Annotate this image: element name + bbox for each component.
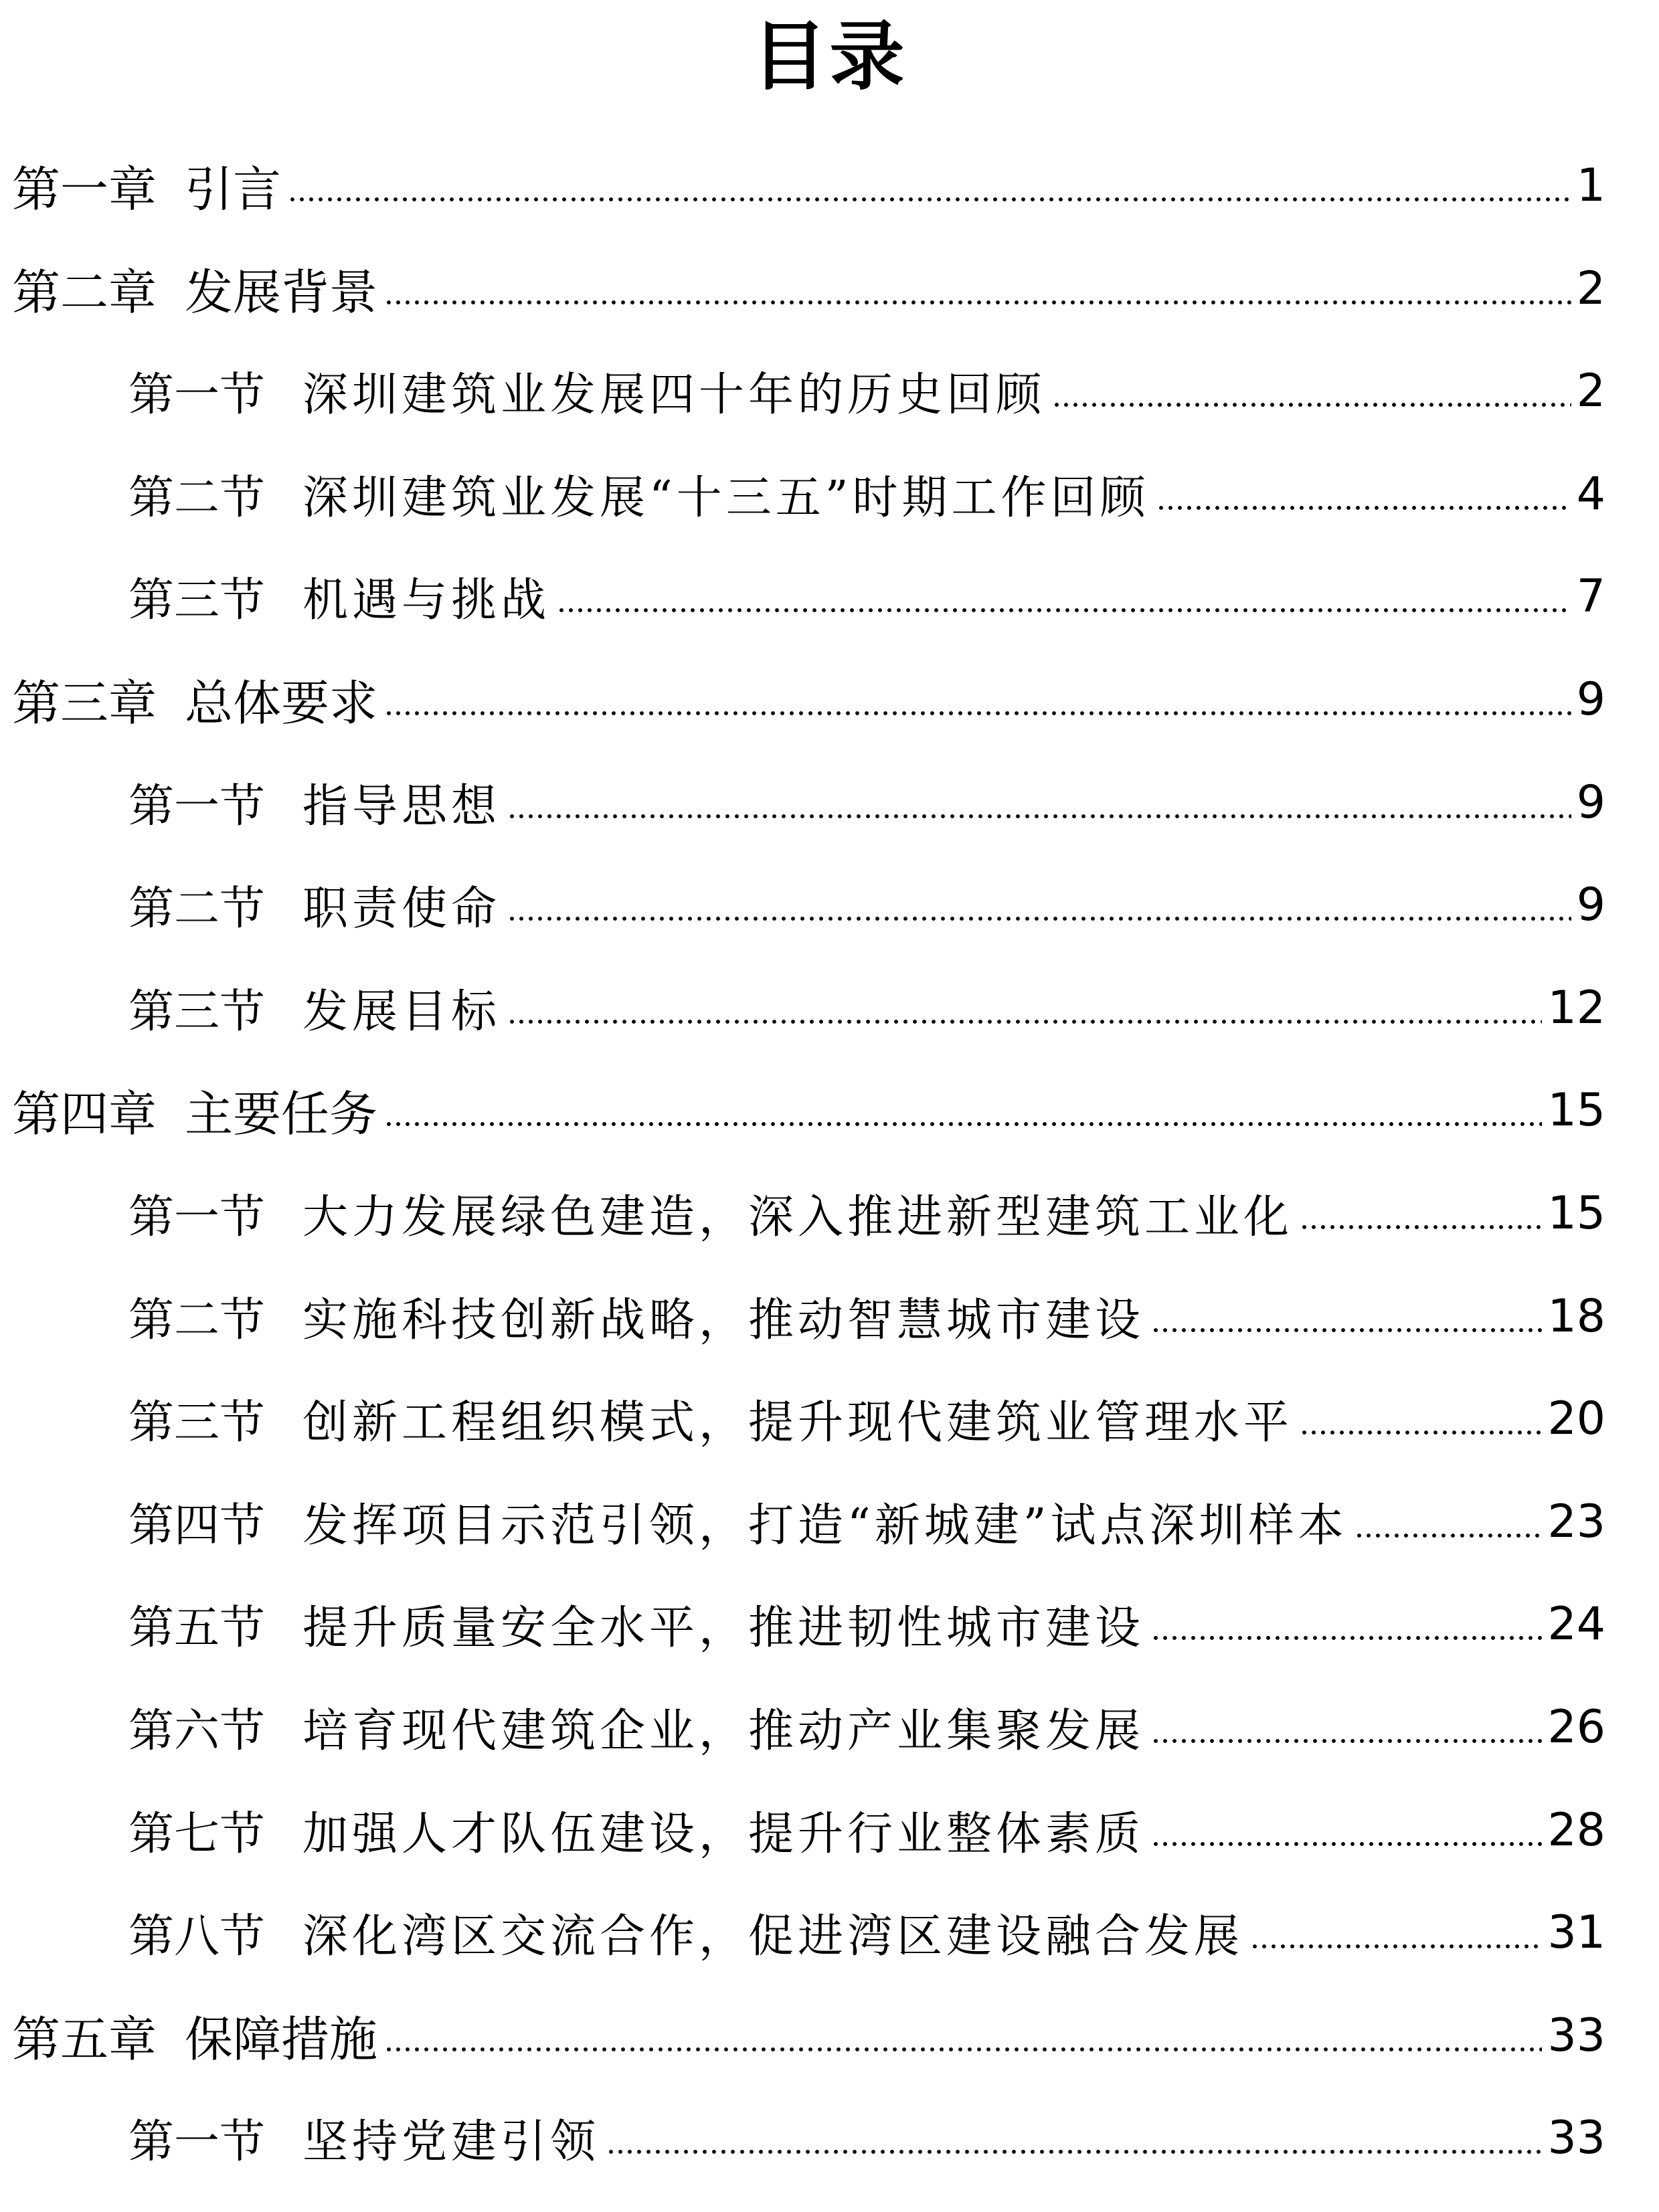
entry-page-number: 2 xyxy=(1576,262,1605,315)
entry-number: 第三节 xyxy=(128,573,266,627)
toc-section-entry[interactable] xyxy=(128,868,1605,941)
dot-leader xyxy=(606,2149,1542,2154)
toc-section-entry[interactable] xyxy=(128,1176,1605,1250)
toc-section-entry[interactable] xyxy=(128,559,1605,633)
entry-page-number: 12 xyxy=(1547,981,1605,1034)
entry-title: 保障措施 xyxy=(185,2011,378,2067)
toc-section-entry[interactable] xyxy=(128,1896,1605,1969)
entry-page-number: 23 xyxy=(1547,1495,1605,1548)
dot-leader xyxy=(1250,1944,1542,1949)
entry-title: 坚持党建引领 xyxy=(302,2115,600,2169)
dot-leader xyxy=(1355,1533,1543,1538)
dot-leader xyxy=(1052,402,1571,407)
entry-title: 指导思想 xyxy=(302,779,501,833)
entry-page-number: 9 xyxy=(1576,878,1605,931)
toc-chapter-entry[interactable] xyxy=(12,252,1605,325)
toc-section-entry[interactable] xyxy=(128,1382,1605,1455)
toc-chapter-entry[interactable] xyxy=(12,1073,1605,1147)
entry-page-number: 33 xyxy=(1547,2111,1605,2164)
entry-number: 第五章 xyxy=(12,2011,157,2067)
entry-title: 发展目标 xyxy=(302,985,501,1038)
toc-chapter-entry[interactable] xyxy=(12,149,1605,222)
entry-number: 第三章 xyxy=(12,675,157,731)
entry-number: 第二章 xyxy=(12,264,157,320)
toc-chapter-entry[interactable] xyxy=(12,662,1605,736)
entry-title: 深圳建筑业发展“十三五”时期工作回顾 xyxy=(302,471,1150,525)
entry-page-number: 24 xyxy=(1547,1597,1605,1651)
entry-number: 第七节 xyxy=(128,1807,266,1861)
toc-section-entry[interactable] xyxy=(128,354,1605,428)
entry-title: 总体要求 xyxy=(185,675,378,731)
entry-number: 第一节 xyxy=(128,2115,266,2169)
entry-page-number: 33 xyxy=(1547,2009,1605,2062)
entry-page-number: 4 xyxy=(1576,467,1605,521)
entry-title: 大力发展绿色建造，深入推进新型建筑工业化 xyxy=(302,1190,1294,1244)
toc-section-entry[interactable] xyxy=(128,2101,1605,2175)
entry-number: 第一节 xyxy=(128,1190,266,1244)
dot-leader xyxy=(1151,1841,1542,1847)
dot-leader xyxy=(507,814,1571,819)
entry-page-number: 1 xyxy=(1576,159,1605,212)
entry-page-number: 20 xyxy=(1547,1392,1605,1445)
entry-title: 发展背景 xyxy=(185,264,378,320)
entry-title: 提升质量安全水平，推进韧性城市建设 xyxy=(302,1601,1145,1655)
toc-section-entry[interactable] xyxy=(128,765,1605,839)
entry-page-number: 31 xyxy=(1547,1906,1605,1959)
entry-title: 深圳建筑业发展四十年的历史回顾 xyxy=(302,368,1046,422)
entry-number: 第四节 xyxy=(128,1499,266,1552)
entry-page-number: 9 xyxy=(1576,672,1605,726)
dot-leader xyxy=(384,2047,1542,2052)
dot-leader xyxy=(1151,1738,1542,1744)
toc-section-entry[interactable] xyxy=(128,1587,1605,1661)
entry-number: 第二节 xyxy=(128,1293,266,1347)
dot-leader xyxy=(1156,505,1571,511)
toc-section-entry[interactable] xyxy=(128,971,1605,1044)
entry-page-number: 9 xyxy=(1576,775,1605,829)
toc-section-entry[interactable] xyxy=(128,1793,1605,1867)
dot-leader xyxy=(507,916,1571,921)
dot-leader xyxy=(1151,1327,1542,1333)
entry-page-number: 7 xyxy=(1576,569,1605,623)
entry-title: 培育现代建筑企业，推动产业集聚发展 xyxy=(302,1704,1145,1758)
entry-title: 加强人才队伍建设，提升行业整体素质 xyxy=(302,1807,1145,1861)
dot-leader xyxy=(1151,1635,1542,1641)
dot-leader xyxy=(557,608,1571,613)
toc-chapter-entry[interactable] xyxy=(12,1999,1605,2072)
entry-title: 职责使命 xyxy=(302,882,501,935)
entry-number: 第三节 xyxy=(128,1396,266,1449)
entry-number: 第二节 xyxy=(128,882,266,935)
entry-title: 创新工程组织模式，提升现代建筑业管理水平 xyxy=(302,1396,1294,1449)
entry-number: 第六节 xyxy=(128,1704,266,1758)
entry-page-number: 15 xyxy=(1547,1083,1605,1137)
entry-number: 第一节 xyxy=(128,779,266,833)
dot-leader xyxy=(384,1121,1542,1127)
dot-leader xyxy=(1300,1224,1542,1230)
dot-leader xyxy=(384,711,1571,716)
dot-leader xyxy=(507,1019,1542,1024)
dot-leader xyxy=(288,197,1571,202)
page-title: 目录 xyxy=(752,13,907,100)
entry-number: 第三节 xyxy=(128,985,266,1038)
dot-leader xyxy=(1300,1430,1542,1435)
entry-number: 第八节 xyxy=(128,1910,266,1963)
entry-title: 实施科技创新战略，推动智慧城市建设 xyxy=(302,1293,1145,1347)
entry-page-number: 26 xyxy=(1547,1700,1605,1754)
entry-title: 引言 xyxy=(185,161,282,217)
entry-page-number: 28 xyxy=(1547,1803,1605,1857)
entry-number: 第一章 xyxy=(12,161,157,217)
toc-section-entry[interactable] xyxy=(128,1690,1605,1764)
entry-title: 主要任务 xyxy=(185,1086,378,1142)
entry-number: 第五节 xyxy=(128,1601,266,1655)
toc-section-entry[interactable] xyxy=(128,1279,1605,1353)
entry-page-number: 18 xyxy=(1547,1289,1605,1343)
entry-title: 发挥项目示范引领，打造“新城建”试点深圳样本 xyxy=(302,1499,1348,1552)
entry-title: 深化湾区交流合作，促进湾区建设融合发展 xyxy=(302,1910,1244,1963)
entry-number: 第一节 xyxy=(128,368,266,422)
toc-section-entry[interactable] xyxy=(128,457,1605,531)
toc-section-entry[interactable] xyxy=(128,1485,1605,1558)
entry-number: 第四章 xyxy=(12,1086,157,1142)
entry-title: 机遇与挑战 xyxy=(302,573,551,627)
entry-page-number: 15 xyxy=(1547,1186,1605,1240)
dot-leader xyxy=(384,300,1571,305)
entry-page-number: 2 xyxy=(1576,364,1605,418)
entry-number: 第二节 xyxy=(128,471,266,525)
